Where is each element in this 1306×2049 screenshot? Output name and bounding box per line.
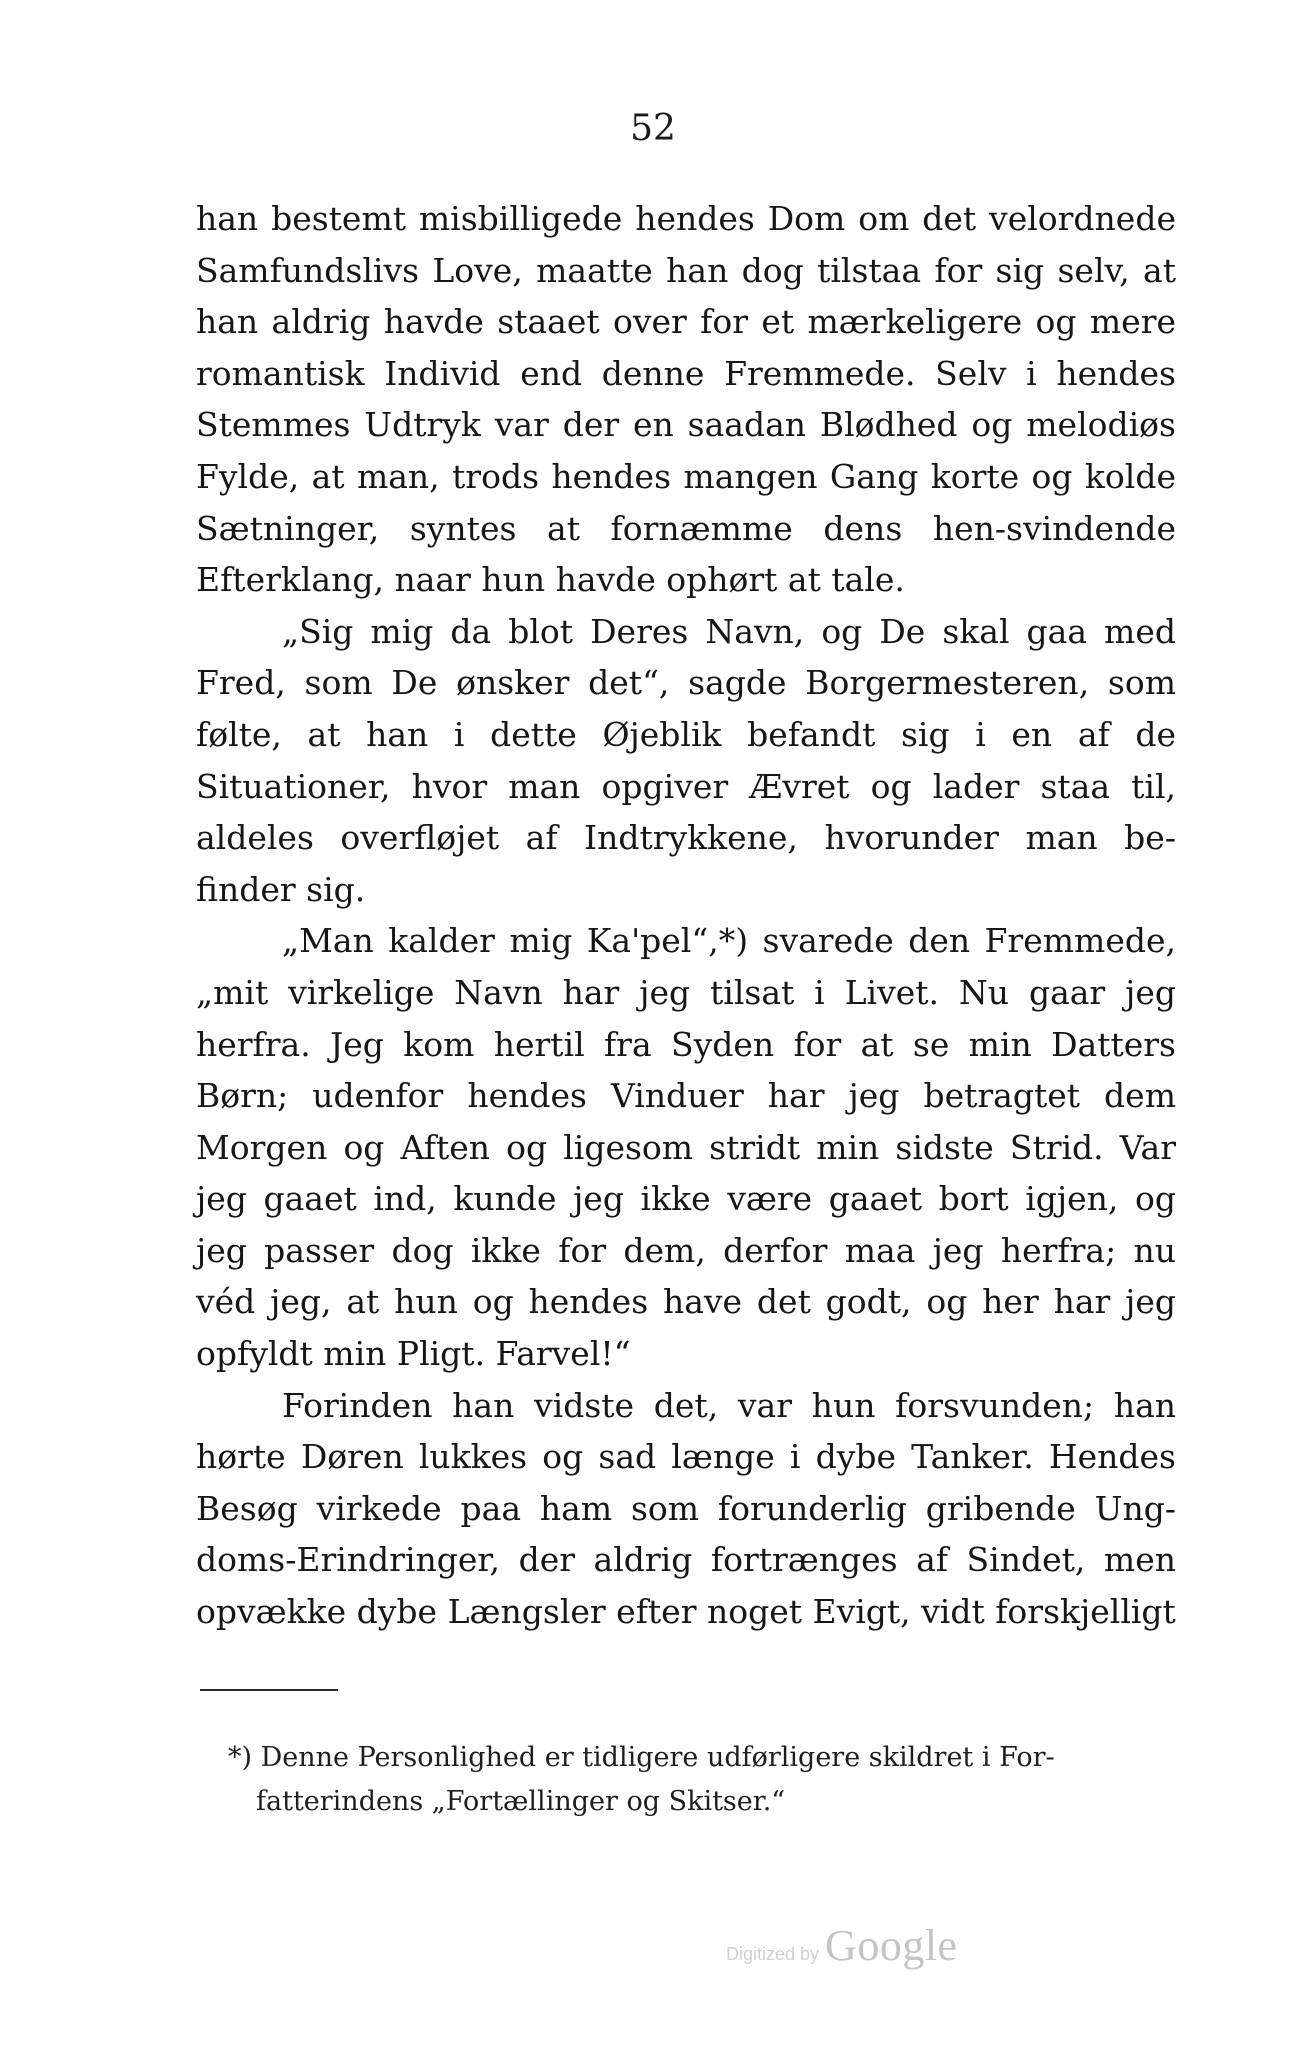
body-text bbox=[196, 193, 1176, 1638]
footnote-divider bbox=[200, 1689, 338, 1691]
footnote: *) Denne Personlighed er tidligere udførligere skildret i For-fatterindens „Fortællinger og Skitser.“ bbox=[228, 1742, 1055, 1817]
digitized-by-watermark bbox=[726, 1920, 958, 1980]
watermark-brand: Google bbox=[825, 1921, 958, 1970]
watermark-prefix: Digitized by bbox=[726, 1944, 820, 1964]
paragraph-4: Forinden han vidste det, var hun forsvunden; han hørte Døren lukkes og sad længe i dybe Tanker. Hendes Besøg virkede paa ham som forunderlig gribende Ung-doms-Erindringer, der aldrig fortrænges af Sindet, men opvække dybe Længsler efter noget Evigt, vidt forskjelligt bbox=[196, 1385, 1176, 1632]
page-number: 52 bbox=[630, 108, 676, 149]
paragraph-1: han bestemt misbilligede hendes Dom om det velordnede Samfundslivs Love, maatte han dog tilstaa for sig selv, at han aldrig havde staaet over for et mærkeligere og mere romantisk Individ end denne Fremmede. Selv i hendes Stemmes Udtryk var der en saadan Blødhed og melodiøs Fylde, at man, trods hendes mangen Gang korte og kolde Sætninger, syntes at fornæmme dens hen-svindende Efterklang, naar hun havde ophørt at tale. bbox=[196, 199, 1176, 600]
paragraph-3: „Man kalder mig Ka'pel“,*) svarede den Fremmede, „mit virkelige Navn har jeg tilsat i Livet. Nu gaar jeg herfra. Jeg kom hertil fra Syden for at se min Datters Børn; udenfor hendes Vinduer har jeg betragtet dem Morgen og Aften og ligesom stridt min sidste Strid. Var jeg gaaet ind, kunde jeg ikke være gaaet bort igjen, og jeg passer dog ikke for dem, derfor maa jeg herfra; nu véd jeg, at hun og hendes have det godt, og her har jeg opfyldt min Pligt. Farvel!“ bbox=[196, 921, 1176, 1374]
paragraph-2: „Sig mig da blot Deres Navn, og De skal gaa med Fred, som De ønsker det“, sagde Borgermesteren, som følte, at han i dette Øjeblik befandt sig i en af de Situationer, hvor man opgiver Ævret og lader staa til, aldeles overfløjet af Indtrykkene, hvorunder man be-finder sig. bbox=[196, 611, 1176, 909]
